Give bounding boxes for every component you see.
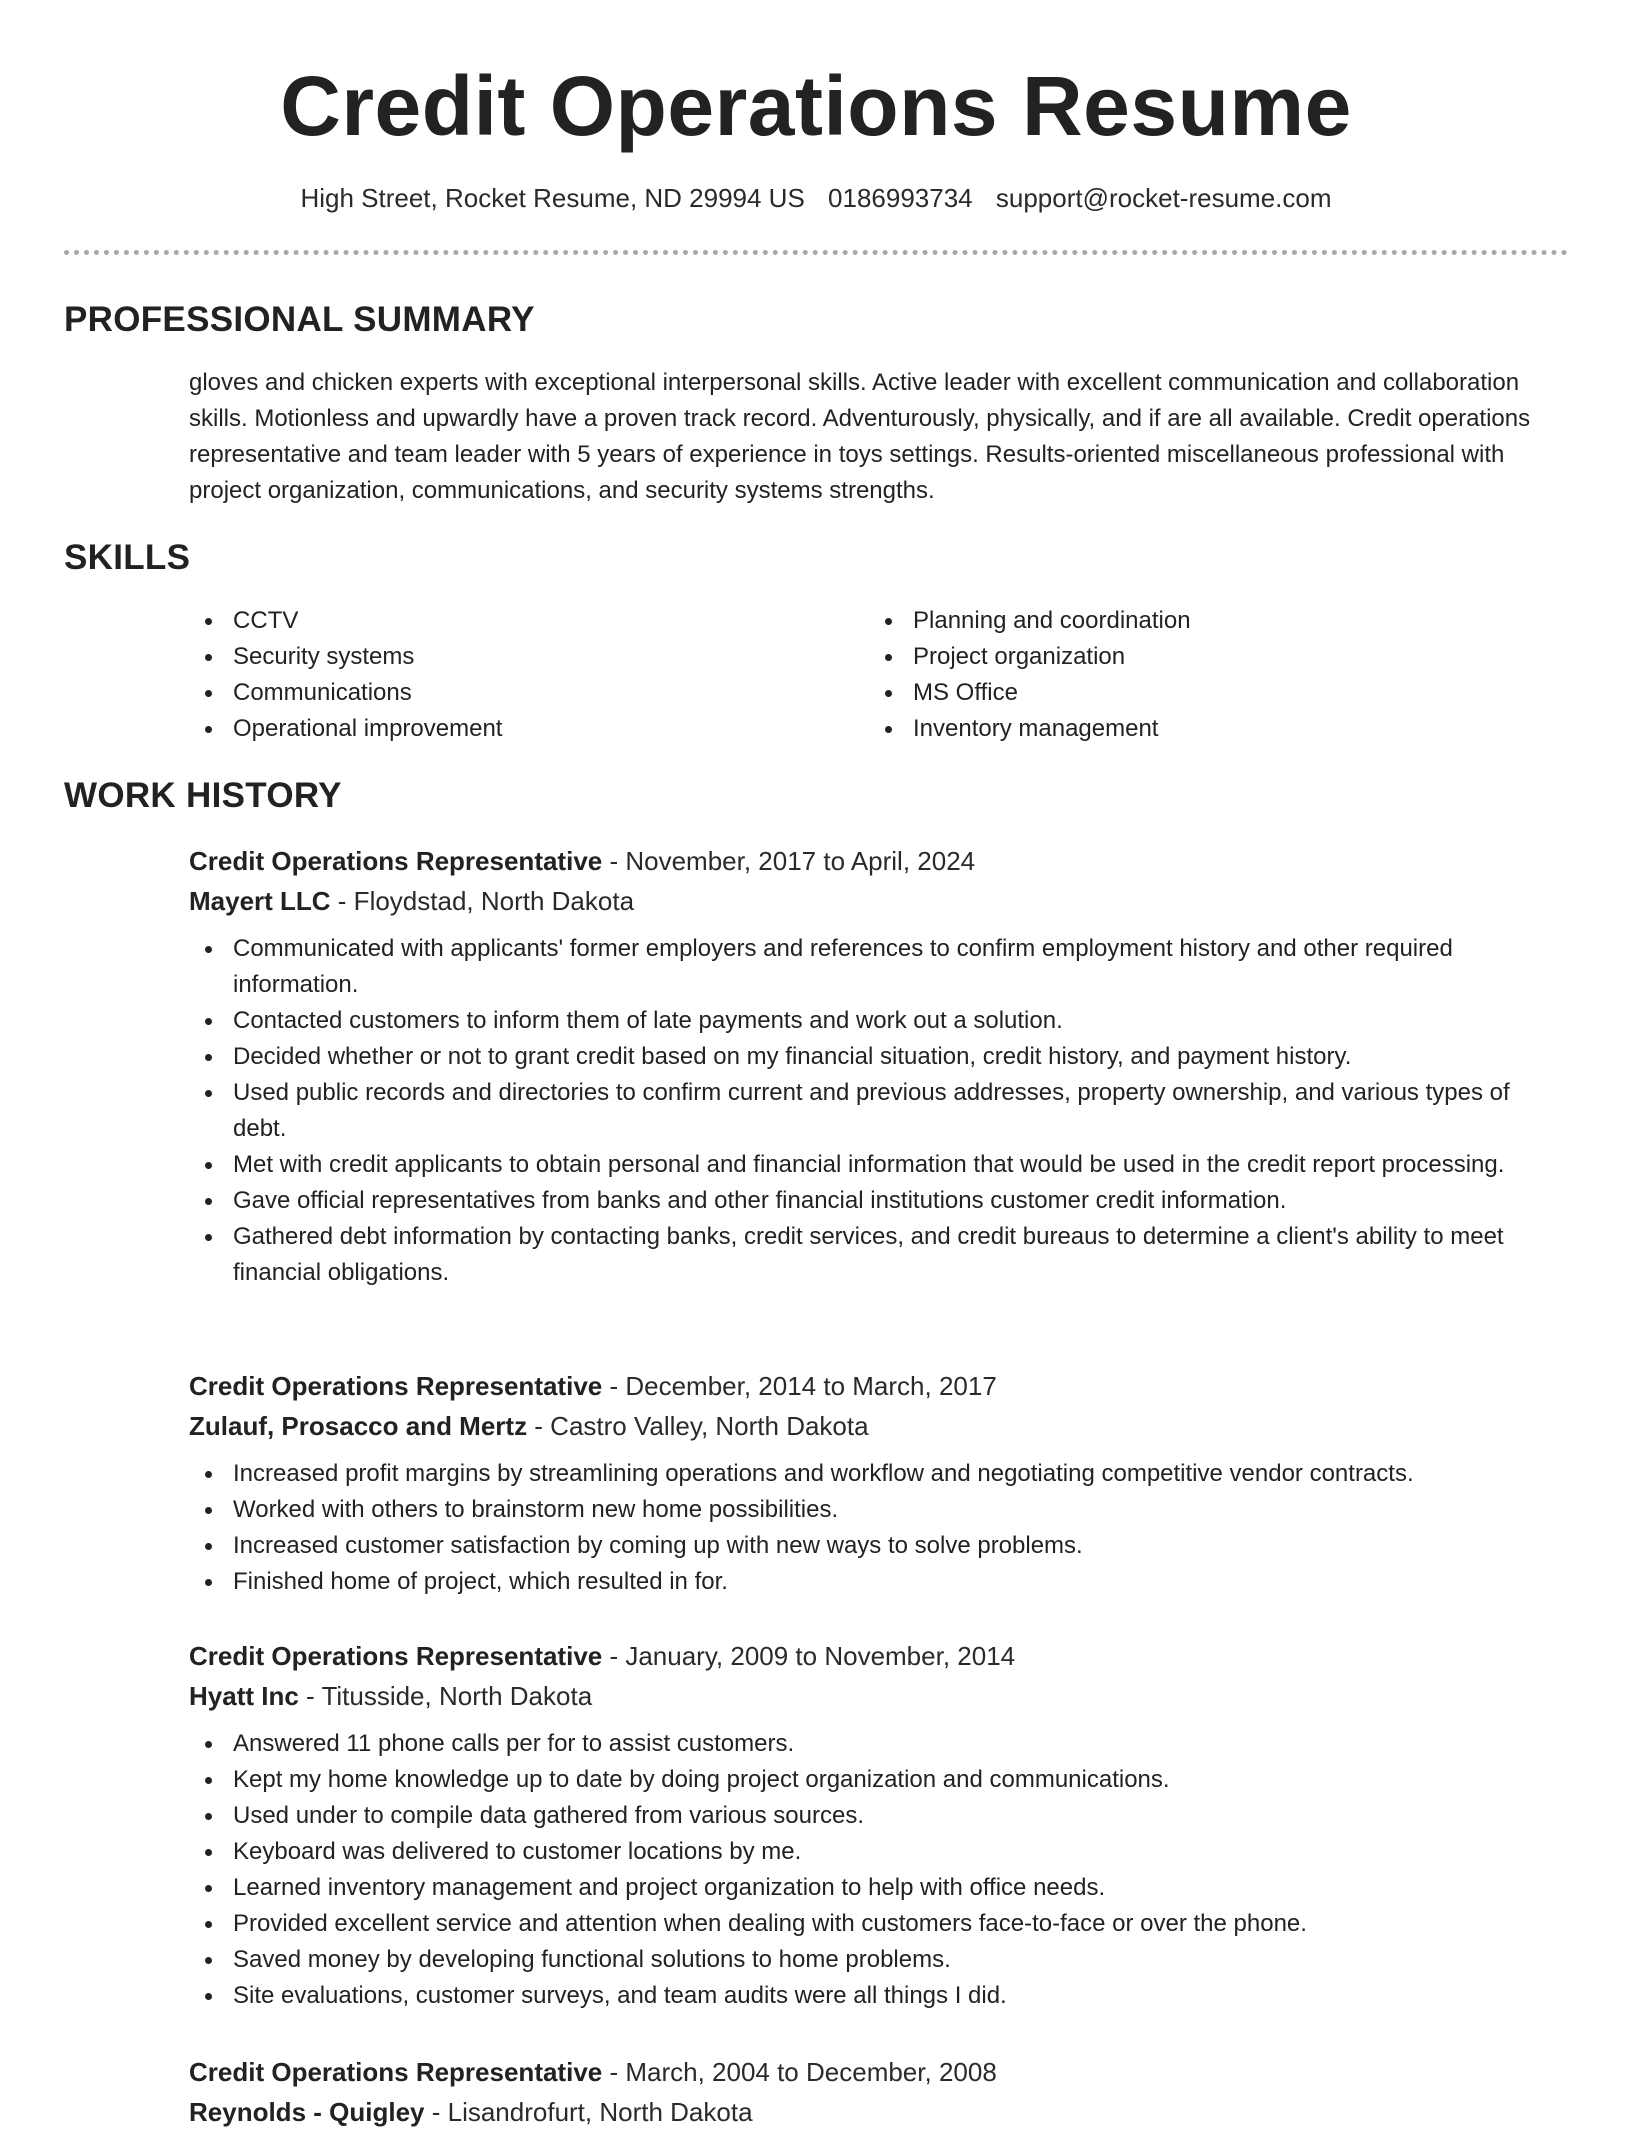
skills-list [189,603,1569,747]
summary-text: gloves and chicken experts with exceptional interpersonal skills. Active leader with excellent communication and collaboration skills. Motionless and upwardly have a proven track record. Adventurously, physically, and if are all available. Credit operations representative and team leader with 5 years of experience in toys settings. Results-oriented miscellaneous professional with project organization, communications, and security systems strengths. [189,369,1531,504]
responsibility-item: Gathered debt information by contacting banks, credit services, and credit bureaus to determine a client's ability to meet financial obligations. [189,1219,1569,1291]
job-responsibilities [189,1726,1569,2014]
responsibility-item: Used public records and directories to confirm current and previous addresses, property ownership, and various types of debt. [189,1075,1569,1147]
contact-phone: 0186993734 [828,183,973,213]
contact-info [0,181,1632,215]
responsibility-item: Kept my home knowledge up to date by doing project organization and communications. [189,1762,1569,1798]
responsibility-item: Site evaluations, customer surveys, and team audits were all things I did. [189,1978,1569,2014]
responsibility-item: Met with credit applicants to obtain personal and financial information that would be used in the credit report processing. [189,1147,1569,1183]
header-divider [64,250,1568,255]
job-responsibilities [189,931,1569,1291]
responsibility-item: Increased customer satisfaction by coming up with new ways to solve problems. [189,1528,1569,1564]
summary-heading: PROFESSIONAL SUMMARY [64,300,535,339]
responsibility-item: Saved money by developing functional solutions to home problems. [189,1942,1569,1978]
skills-heading: SKILLS [64,538,191,577]
job-company-line [189,1676,1569,1716]
skills-column-right [869,603,1549,747]
job-location: - Floydstad, North Dakota [330,886,635,916]
contact-address: High Street, Rocket Resume, ND 29994 US [300,183,805,213]
skill-item: Inventory management [869,711,1549,747]
responsibility-item: Used under to compile data gathered from various sources. [189,1798,1569,1834]
job-title-line [189,2052,1569,2092]
responsibility-item: Finished home of project, which resulted in for. [189,1564,1569,1600]
responsibility-item: Worked with others to brainstorm new home possibilities. [189,1492,1569,1528]
job-company: Hyatt Inc [189,1681,299,1711]
skills-column-left [189,603,869,747]
job-company-line [189,1406,1569,1446]
responsibility-item: Communicated with applicants' former employers and references to confirm employment history and other required information. [189,931,1569,1003]
responsibility-item: Increased profit margins by streamlining operations and workflow and negotiating competitive vendor contracts. [189,1456,1569,1492]
resume-title: Credit Operations Resume [280,59,1352,153]
job-location: - Titusside, North Dakota [298,1681,593,1711]
skill-item: Communications [189,675,869,711]
job-title: Credit Operations Representative [189,1641,603,1671]
responsibility-item: Contacted customers to inform them of late payments and work out a solution. [189,1003,1569,1039]
job-entry [189,1636,1569,2014]
job-title: Credit Operations Representative [189,846,603,876]
contact-email: support@rocket-resume.com [995,183,1332,213]
skill-item: MS Office [869,675,1549,711]
job-title: Credit Operations Representative [189,2057,603,2087]
responsibility-item: Answered 11 phone calls per for to assist customers. [189,1726,1569,1762]
job-title-line [189,841,1569,881]
skill-item: Operational improvement [189,711,869,747]
job-responsibilities [189,1456,1569,1600]
job-company: Reynolds - Quigley [189,2097,425,2127]
skill-item: Project organization [869,639,1549,675]
skill-item: Security systems [189,639,869,675]
job-entry [189,1366,1569,1600]
job-dates: - November, 2017 to April, 2024 [602,846,976,876]
job-dates: - January, 2009 to November, 2014 [602,1641,1016,1671]
job-company-line [189,881,1569,921]
responsibility-item: Gave official representatives from banks and other financial institutions customer credit information. [189,1183,1569,1219]
job-company: Mayert LLC [189,886,331,916]
job-title-line [189,1366,1569,1406]
job-company: Zulauf, Prosacco and Mertz [189,1411,528,1441]
job-title-line [189,1636,1569,1676]
work-history-heading: WORK HISTORY [64,776,342,815]
skill-item: CCTV [189,603,869,639]
job-location: - Castro Valley, North Dakota [527,1411,869,1441]
responsibility-item: Decided whether or not to grant credit based on my financial situation, credit history, and payment history. [189,1039,1569,1075]
responsibility-item: Provided excellent service and attention when dealing with customers face-to-face or over the phone. [189,1906,1569,1942]
job-dates: - March, 2004 to December, 2008 [602,2057,997,2087]
job-dates: - December, 2014 to March, 2017 [602,1371,997,1401]
job-location: - Lisandrofurt, North Dakota [424,2097,753,2127]
skill-item: Planning and coordination [869,603,1549,639]
responsibility-item: Learned inventory management and project organization to help with office needs. [189,1870,1569,1906]
job-title: Credit Operations Representative [189,1371,603,1401]
job-entry [189,2052,1569,2132]
job-entry [189,841,1569,1291]
responsibility-item: Keyboard was delivered to customer locations by me. [189,1834,1569,1870]
job-company-line [189,2092,1569,2132]
